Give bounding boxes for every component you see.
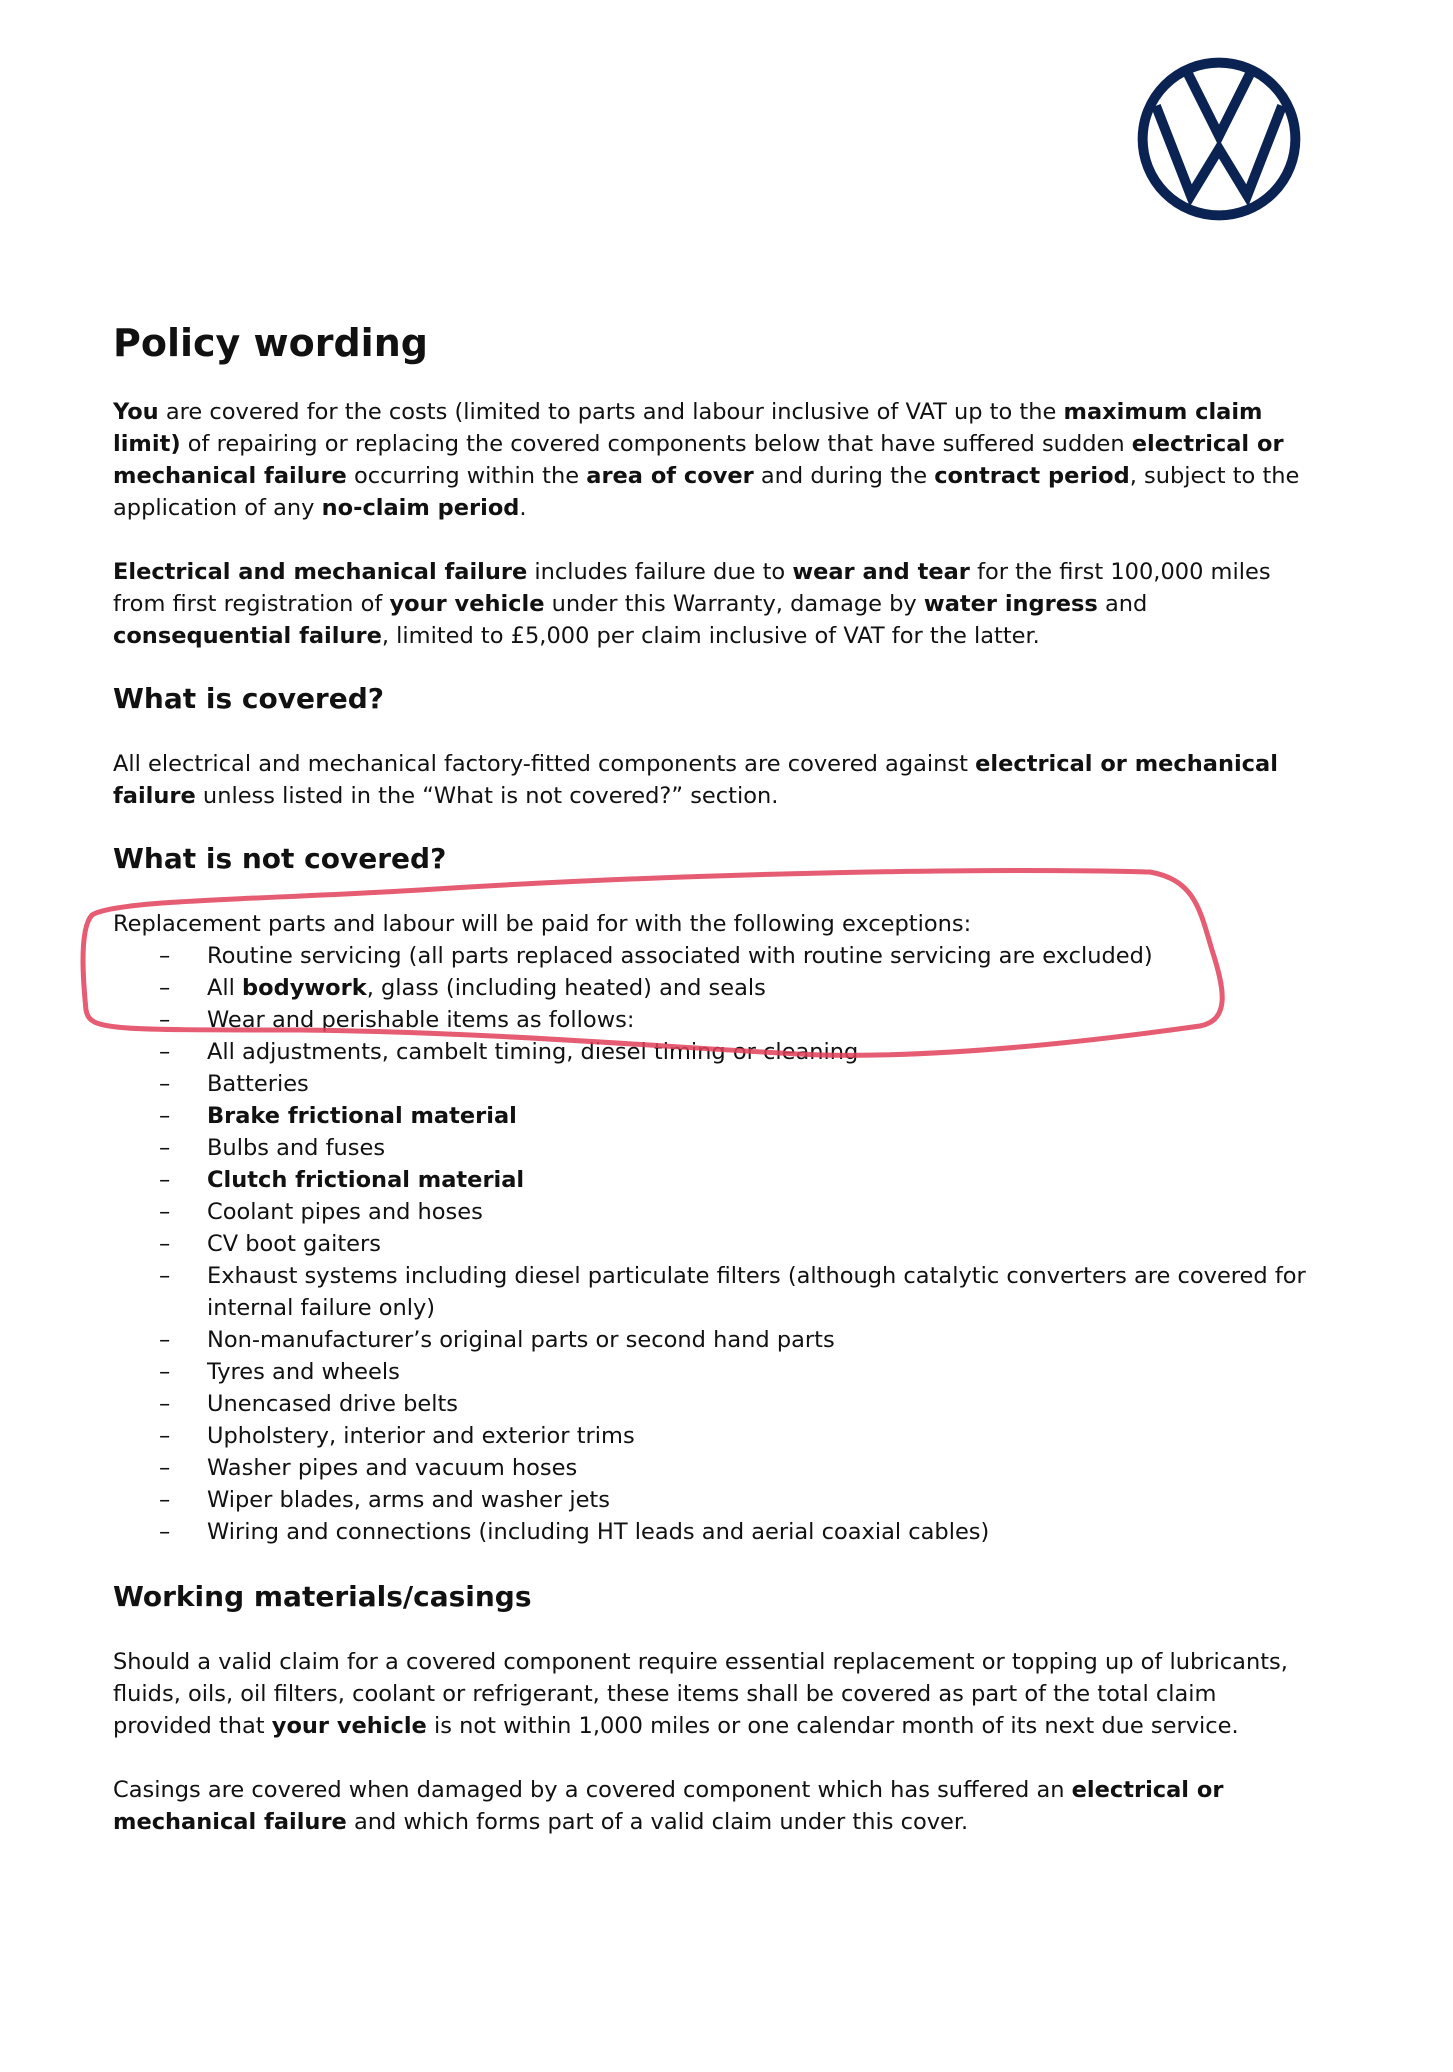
list-item: – Coolant pipes and hoses	[113, 1196, 1313, 1228]
exclusions-list	[113, 940, 1313, 1548]
intro-paragraph-1: You are covered for the costs (limited to parts and labour inclusive of VAT up to the maximum claim limit) of repairing or replacing the covered components below that have suffered sudden electrical or mechanical failure occurring within the area of cover and during the contract period, subject to the application of any no-claim period.	[113, 399, 1300, 521]
list-item: – All adjustments, cambelt timing, diesel timing or cleaning	[113, 1036, 1313, 1068]
list-item: – Non-manufacturer’s original parts or second hand parts	[113, 1324, 1313, 1356]
list-item: – CV boot gaiters	[113, 1228, 1313, 1260]
list-item: – Wear and perishable items as follows:	[113, 1004, 1313, 1036]
intro-paragraph-2: Electrical and mechanical failure includes failure due to wear and tear for the first 100,000 miles from first registration of your vehicle under this Warranty, damage by water ingress and consequential failure, limited to £5,000 per claim inclusive of VAT for the latter.	[113, 559, 1271, 649]
list-item: – All bodywork, glass (including heated) and seals	[113, 972, 1313, 1004]
not-covered-lead: Replacement parts and labour will be paid for with the following exceptions:	[113, 911, 972, 937]
list-item: – Clutch frictional material	[113, 1164, 1313, 1196]
working-heading: Working materials/casings	[113, 1580, 532, 1613]
covered-paragraph: All electrical and mechanical factory-fitted components are covered against electrical or mechanical failure unless listed in the “What is not covered?” section.	[113, 751, 1278, 809]
list-item: – Wiper blades, arms and washer jets	[113, 1484, 1313, 1516]
list-item: – Upholstery, interior and exterior trims	[113, 1420, 1313, 1452]
list-item: – Batteries	[113, 1068, 1313, 1100]
list-item: – Washer pipes and vacuum hoses	[113, 1452, 1313, 1484]
list-item: – Bulbs and fuses	[113, 1132, 1313, 1164]
list-item: – Exhaust systems including diesel particulate filters (although catalytic converters are covered for internal failure only)	[113, 1260, 1313, 1324]
list-item: – Tyres and wheels	[113, 1356, 1313, 1388]
list-item: – Brake frictional material	[113, 1100, 1313, 1132]
working-paragraph-1: Should a valid claim for a covered component require essential replacement or topping up of lubricants, fluids, oils, oil filters, coolant or refrigerant, these items shall be covered as part of the total claim provided that your vehicle is not within 1,000 miles or one calendar month of its next due service.	[113, 1649, 1288, 1739]
list-item: – Routine servicing (all parts replaced associated with routine servicing are excluded)	[113, 940, 1313, 972]
page-title: Policy wording	[113, 321, 428, 365]
list-item: – Unencased drive belts	[113, 1388, 1313, 1420]
list-item: – Wiring and connections (including HT leads and aerial coaxial cables)	[113, 1516, 1313, 1548]
vw-logo-icon	[1136, 56, 1302, 222]
covered-heading: What is covered?	[113, 682, 385, 715]
working-paragraph-2: Casings are covered when damaged by a covered component which has suffered an electrical or mechanical failure and which forms part of a valid claim under this cover.	[113, 1777, 1224, 1835]
not-covered-heading: What is not covered?	[113, 842, 447, 875]
